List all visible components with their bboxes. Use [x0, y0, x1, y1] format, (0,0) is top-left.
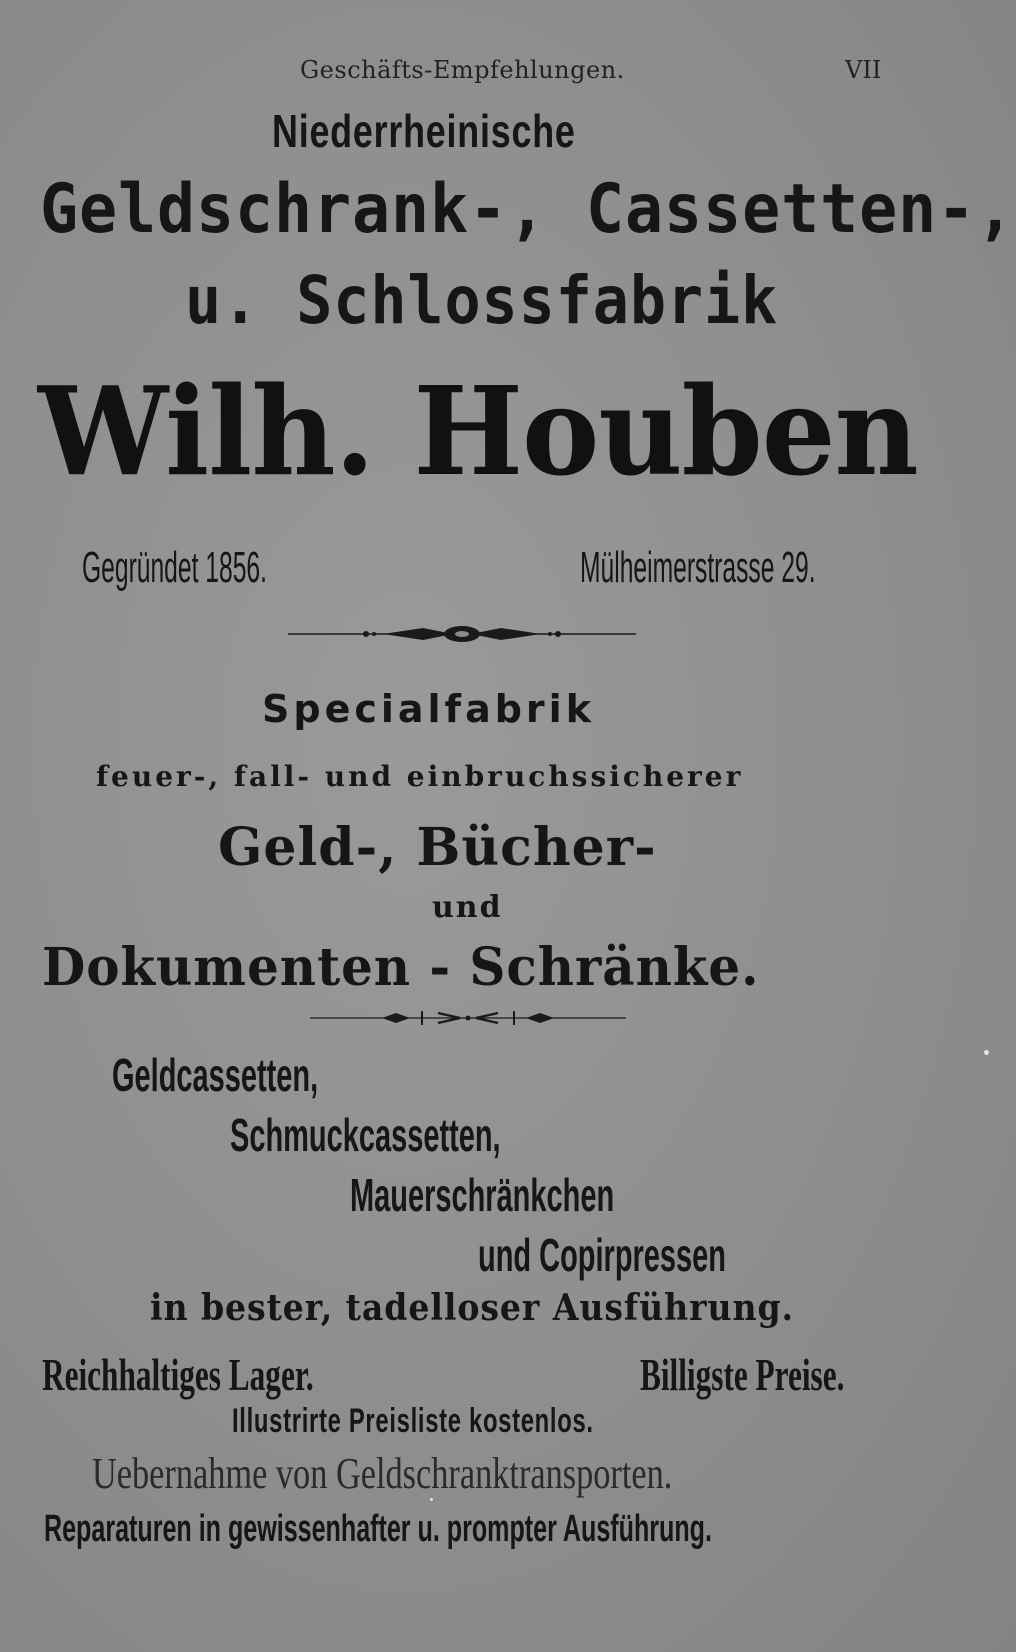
repairs-note: Reparaturen in gewissenhafter u. prompter Ausführung. — [44, 1508, 712, 1550]
product-line-1: Geld-, Bücher- — [218, 817, 657, 878]
owner-name: Wilh. Houben — [38, 359, 918, 503]
street-address: Mülheimerstrasse 29. — [580, 543, 816, 592]
speciality-subline: feuer-, fall- und einbruchssicherer — [96, 760, 744, 793]
quality-statement: in bester, tadelloser Ausführung. — [150, 1287, 794, 1329]
pricelist-note: Illustrirte Preisliste kostenlos. — [232, 1402, 594, 1440]
ornament-divider-middle — [310, 1008, 626, 1028]
transport-note: Uebernahme von Geldschranktransporten. — [92, 1449, 673, 1498]
product-and: und — [432, 890, 503, 925]
product-item: Schmuckcassetten, — [230, 1109, 501, 1161]
product-item: und Copirpressen — [478, 1229, 726, 1281]
company-line-3: u. Schlossfabrik — [185, 262, 779, 339]
product-line-2: Dokumenten - Schränke. — [42, 937, 760, 998]
running-header: Geschäfts-Empfehlungen. — [300, 56, 625, 84]
ornament-divider-top — [288, 622, 636, 646]
company-line-1: Niederrheinische — [272, 105, 576, 157]
founded-year: Gegründet 1856. — [82, 543, 267, 592]
speciality-heading: Specialfabrik — [262, 687, 595, 731]
paper-speck — [430, 1498, 433, 1501]
page-number: VII — [845, 56, 882, 84]
price-note: Billigste Preise. — [640, 1349, 845, 1400]
company-line-2: Geldschrank-, Cassetten-, — [40, 170, 1016, 249]
product-item: Geldcassetten, — [112, 1049, 319, 1101]
stock-note: Reichhaltiges Lager. — [42, 1349, 314, 1400]
product-item: Mauerschränkchen — [350, 1169, 615, 1221]
paper-speck — [984, 1050, 989, 1055]
